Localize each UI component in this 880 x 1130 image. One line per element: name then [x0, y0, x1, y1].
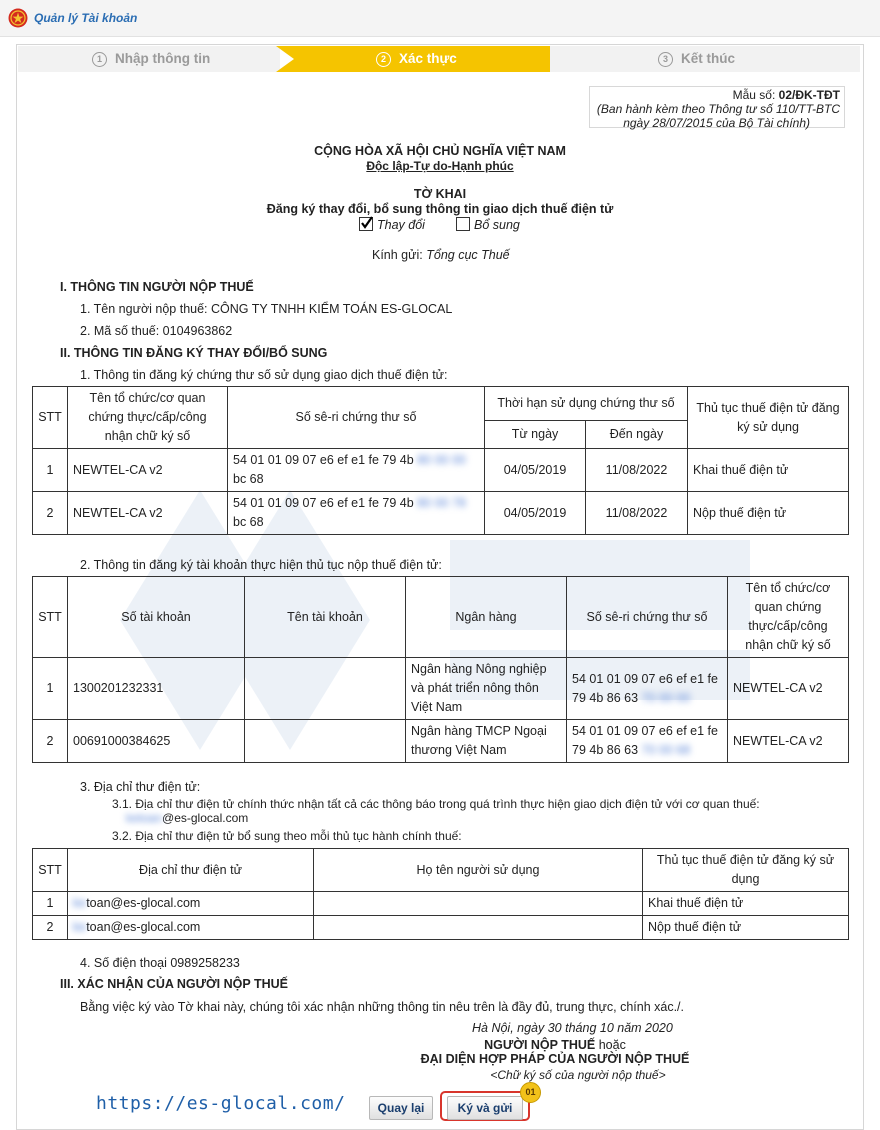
place-date: Hà Nội, ngày 30 tháng 10 năm 2020	[472, 1021, 673, 1035]
email-visible: toan@es-glocal.com	[86, 920, 201, 934]
recipient-value: Tổng cục Thuế	[426, 248, 510, 262]
section-3-title: III. XÁC NHẬN CỦA NGƯỜI NỘP THUẾ	[60, 977, 288, 991]
wizard-steps	[18, 46, 860, 72]
nation-name: CỘNG HÒA XÃ HỘI CHỦ NGHĨA VIỆT NAM	[314, 144, 566, 158]
col-org: Tên tổ chức/cơ quan chứng thực/cấp/công nhận chữ ký số	[68, 387, 228, 449]
email-visible: toan@es-glocal.com	[86, 896, 201, 910]
recipient-label: Kính gửi:	[372, 248, 423, 262]
document-title: TỜ KHAI	[413, 187, 467, 201]
step-number: 3	[658, 52, 673, 67]
cell-from: 04/05/2019	[485, 449, 586, 492]
back-button[interactable]: Quay lại	[369, 1096, 433, 1120]
table-row	[33, 892, 849, 916]
main-email-desc: 3.1. Địa chỉ thư điện tử chính thức nhận tất cả các thông báo trong quá trình thực hiện giao dịch điện tử với cơ quan thuế:	[112, 797, 760, 811]
email-domain: @es-glocal.com	[162, 811, 249, 825]
step-label: Nhập thông tin	[115, 51, 211, 66]
signer-taxpayer: NGƯỜI NỘP THUẾ	[484, 1038, 596, 1052]
cell-procedure: Nộp thuế điện tử	[688, 492, 849, 535]
col-bank: Ngân hàng	[406, 577, 567, 658]
certificate-table	[32, 386, 849, 535]
serial-end: bc 68	[233, 472, 264, 486]
col-stt: STT	[33, 387, 68, 449]
section-2-title: II. THÔNG TIN ĐĂNG KÝ THAY ĐỔI/BỔ SUNG	[60, 346, 328, 360]
cell-bank: Ngân hàng TMCP Ngoại thương Việt Nam	[406, 720, 567, 763]
step-verify	[280, 46, 550, 72]
signer-title-1	[400, 1038, 710, 1052]
website-url: https://es-glocal.com/	[96, 1093, 346, 1114]
cell-account-name	[245, 720, 406, 763]
national-emblem-icon	[8, 8, 28, 28]
cell-email	[68, 892, 314, 916]
option-change-label: Thay đổi	[377, 218, 425, 232]
cell-org: NEWTEL-CA v2	[68, 492, 228, 535]
checkbox-checked[interactable]	[359, 217, 373, 231]
checkbox-unchecked[interactable]	[456, 217, 470, 231]
app-header	[0, 0, 880, 37]
step-number: 2	[376, 52, 391, 67]
cell-to: 11/08/2022	[586, 492, 688, 535]
form-code-note-2: ngày 28/07/2015 của Bộ Tài chính)	[623, 116, 810, 130]
col-email: Địa chỉ thư điện tử	[68, 849, 314, 892]
cell-serial	[228, 492, 485, 535]
serial-redacted: 80 00 78	[417, 496, 466, 510]
col-account-number: Số tài khoản	[68, 577, 245, 658]
national-motto: Độc lập-Tự do-Hạnh phúc	[366, 159, 514, 173]
col-account-name: Tên tài khoản	[245, 577, 406, 658]
phone: 4. Số điện thoại 0989258233	[80, 956, 240, 970]
cell-serial	[567, 658, 728, 720]
col-serial: Số sê-ri chứng thư số	[228, 387, 485, 449]
sign-and-send-button[interactable]: Ký và gửi	[447, 1096, 523, 1120]
step-label: Kết thúc	[681, 51, 735, 66]
step-finish	[550, 46, 860, 72]
serial-redacted: 80 00 00	[417, 453, 466, 467]
cell-org: NEWTEL-CA v2	[728, 658, 849, 720]
document-subtitle: Đăng ký thay đổi, bổ sung thông tin giao dịch thuế điện tử	[266, 202, 614, 216]
option-add-label: Bổ sung	[474, 218, 520, 232]
section-1-title: I. THÔNG TIN NGƯỜI NỘP THUẾ	[60, 280, 254, 294]
cell-stt: 1	[33, 449, 68, 492]
account-subtitle: 2. Thông tin đăng ký tài khoản thực hiện thủ tục nộp thuế điện tử:	[80, 558, 442, 572]
cell-bank: Ngân hàng Nông nghiệp và phát triển nông thôn Việt Nam	[406, 658, 567, 720]
option-change[interactable]	[359, 217, 425, 232]
col-to: Đến ngày	[586, 420, 688, 448]
option-add[interactable]	[456, 217, 520, 232]
cell-account-number: 00691000384625	[68, 720, 245, 763]
step-label: Xác thực	[399, 51, 457, 66]
cell-stt: 2	[33, 916, 68, 940]
cell-account-number: 1300201232331	[68, 658, 245, 720]
serial-redacted: 70 00 68	[641, 743, 691, 757]
col-from: Từ ngày	[485, 420, 586, 448]
serial-visible-2: 79 4b 86 63	[572, 743, 639, 757]
table-row	[33, 916, 849, 940]
tax-code: 2. Mã số thuế: 0104963862	[80, 324, 233, 338]
cell-stt: 1	[33, 892, 68, 916]
form-code-note-1: (Ban hành kèm theo Thông tư số 110/TT-BTC	[596, 102, 840, 116]
table-row	[33, 658, 849, 720]
taxpayer-name: 1. Tên người nộp thuế: CÔNG TY TNHH KIỂM TOÁN ES-GLOCAL	[80, 302, 453, 316]
col-org: Tên tổ chức/cơ quan chứng thực/cấp/công nhận chữ ký số	[728, 577, 849, 658]
email-table	[32, 848, 849, 940]
cell-serial	[567, 720, 728, 763]
cell-user	[314, 892, 643, 916]
email-redacted: ke	[73, 920, 87, 934]
col-procedure: Thủ tục thuế điện tử đăng ký sử dụng	[643, 849, 849, 892]
form-code: 02/ĐK-TĐT	[778, 88, 840, 102]
checkmark-icon	[360, 216, 374, 230]
table-row	[33, 492, 849, 535]
cell-stt: 2	[33, 492, 68, 535]
cell-procedure: Khai thuế điện tử	[643, 892, 849, 916]
serial-visible: 54 01 01 09 07 e6 ef e1 fe 79 4b	[233, 453, 414, 467]
serial-redacted: 70 00 00	[641, 690, 691, 705]
email-subtitle: 3. Địa chỉ thư điện tử:	[80, 780, 201, 794]
signer-title-2: ĐẠI DIỆN HỢP PHÁP CỦA NGƯỜI NỘP THUẾ	[420, 1052, 690, 1066]
table-row	[33, 449, 849, 492]
cert-subtitle: 1. Thông tin đăng ký chứng thư số sử dụng giao dịch thuế điện tử:	[80, 368, 448, 382]
cell-account-name	[245, 658, 406, 720]
signer-or: hoặc	[598, 1038, 626, 1052]
email-redacted: ketoan	[126, 811, 163, 825]
cell-stt: 2	[33, 720, 68, 763]
account-table	[32, 576, 849, 763]
cell-from: 04/05/2019	[485, 492, 586, 535]
cell-serial	[228, 449, 485, 492]
main-email	[126, 811, 248, 825]
cell-user	[314, 916, 643, 940]
sign-note: <Chữ ký số của người nộp thuế>	[490, 1068, 666, 1082]
col-procedure: Thủ tục thuế điện tử đăng ký sử dụng	[688, 387, 849, 449]
serial-visible: 54 01 01 09 07 e6 ef e1 fe	[572, 724, 718, 738]
cell-to: 11/08/2022	[586, 449, 688, 492]
recipient	[372, 248, 510, 262]
col-validity: Thời hạn sử dụng chứng thư số	[485, 387, 688, 421]
col-stt: STT	[33, 849, 68, 892]
form-code-box	[589, 86, 845, 128]
confirmation-statement: Bằng việc ký vào Tờ khai này, chúng tôi xác nhận những thông tin nêu trên là đầy đủ, trung thực, chính xác./.	[80, 1000, 685, 1014]
form-code-label: Mẫu số:	[732, 88, 776, 102]
serial-visible-2: 79 4b 86 63	[572, 690, 639, 705]
table-row	[33, 720, 849, 763]
step-badge: 01	[520, 1082, 541, 1103]
step-number: 1	[92, 52, 107, 67]
col-user: Họ tên người sử dụng	[314, 849, 643, 892]
cell-org: NEWTEL-CA v2	[728, 720, 849, 763]
cell-org: NEWTEL-CA v2	[68, 449, 228, 492]
app-title[interactable]: Quản lý Tài khoản	[34, 11, 138, 25]
serial-visible: 54 01 01 09 07 e6 ef e1 fe	[572, 671, 718, 686]
cell-procedure: Khai thuế điện tử	[688, 449, 849, 492]
cell-stt: 1	[33, 658, 68, 720]
col-serial: Số sê-ri chứng thư số	[567, 577, 728, 658]
col-stt: STT	[33, 577, 68, 658]
cell-procedure: Nộp thuế điện tử	[643, 916, 849, 940]
cell-email	[68, 916, 314, 940]
step-input	[18, 46, 280, 72]
email-redacted: ke	[73, 896, 87, 910]
extra-email-desc: 3.2. Địa chỉ thư điện tử bổ sung theo mỗi thủ tục hành chính thuế:	[112, 829, 462, 843]
serial-visible: 54 01 01 09 07 e6 ef e1 fe 79 4b	[233, 496, 414, 510]
serial-end: bc 68	[233, 515, 264, 529]
